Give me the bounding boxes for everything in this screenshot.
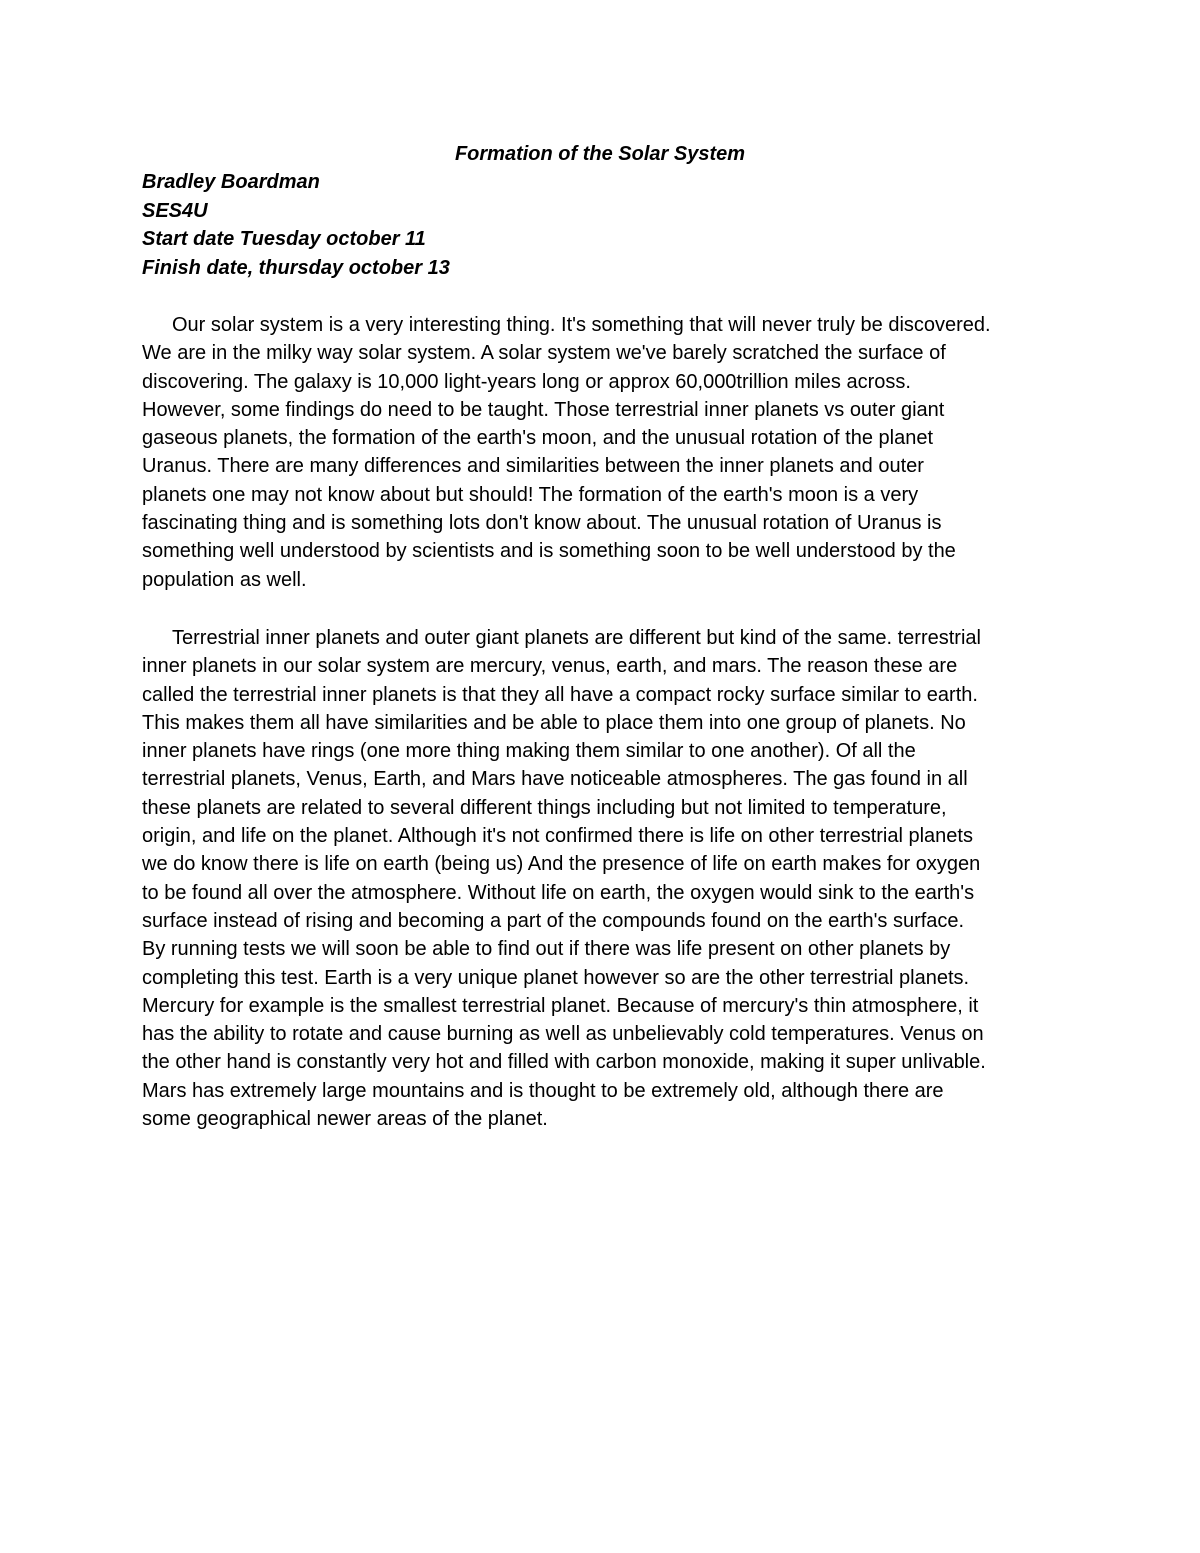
page-title: Formation of the Solar System xyxy=(454,143,746,165)
paragraph-line: inner planets in our solar system are mercury, venus, earth, and mars. The reason these are xyxy=(142,655,958,678)
paragraph-line: fascinating thing and is something lots don't know about. The unusual rotation of Uranus is xyxy=(142,512,942,535)
paragraph-line: we do know there is life on earth (being us) And the presence of life on earth makes for oxygen xyxy=(142,853,981,876)
course-code: SES4U xyxy=(142,199,208,222)
paragraph-line: gaseous planets, the formation of the earth's moon, and the unusual rotation of the planet xyxy=(142,427,934,450)
paragraph-line: has the ability to rotate and cause burning as well as unbelievably cold temperatures. Venus on xyxy=(142,1023,984,1046)
paragraph-line: surface instead of rising and becoming a part of the compounds found on the earth's surface. xyxy=(142,909,965,932)
paragraph-line: planets one may not know about but should! The formation of the earth's moon is a very xyxy=(142,483,919,506)
paragraph-line: We are in the milky way solar system. A solar system we've barely scratched the surface of xyxy=(142,342,946,365)
paragraph-line: This makes them all have similarities and be able to place them into one group of planets. No xyxy=(142,711,966,734)
paragraph-intro xyxy=(142,311,1062,594)
paragraph-line: population as well. xyxy=(142,568,307,591)
paragraph-line: terrestrial planets, Venus, Earth, and Mars have noticeable atmospheres. The gas found in all xyxy=(142,768,968,791)
paragraph-line: these planets are related to several different things including but not limited to temperature, xyxy=(142,796,947,819)
start-date: Start date Tuesday october 11 xyxy=(142,228,426,250)
paragraph-line: Our solar system is a very interesting thing. It's something that will never truly be discovered. xyxy=(172,314,991,336)
paragraph-terrestrial xyxy=(142,624,1062,1133)
paragraph-line: called the terrestrial inner planets is that they all have a compact rocky surface similar to earth. xyxy=(142,683,978,706)
paragraph-line: completing this test. Earth is a very unique planet however so are the other terrestrial planets. xyxy=(142,966,970,989)
paragraph-line: inner planets have rings (one more thing making them similar to one another). Of all the xyxy=(142,740,916,763)
paragraph-line: Terrestrial inner planets and outer giant planets are different but kind of the same. terrestrial xyxy=(172,627,981,649)
paragraph-line: origin, and life on the planet. Although it's not confirmed there is life on other terrestrial planets xyxy=(142,825,973,848)
paragraph-line: something well understood by scientists and is something soon to be well understood by the xyxy=(142,540,956,563)
paragraph-line: discovering. The galaxy is 10,000 light-years long or approx 60,000trillion miles across. xyxy=(142,370,911,393)
paragraph-line: Mercury for example is the smallest terrestrial planet. Because of mercury's thin atmosphere, it xyxy=(142,994,979,1017)
paragraph-line: By running tests we will soon be able to find out if there was life present on other planets by xyxy=(142,938,951,961)
paragraph-line: to be found all over the atmosphere. Without life on earth, the oxygen would sink to the earth's xyxy=(142,881,975,904)
finish-date: Finish date, thursday october 13 xyxy=(142,256,450,279)
paragraph-line: Mars has extremely large mountains and is thought to be extremely old, although there are xyxy=(142,1079,944,1102)
header-block xyxy=(142,168,450,282)
author-name: Bradley Boardman xyxy=(142,171,320,193)
paragraph-line: However, some findings do need to be taught. Those terrestrial inner planets vs outer giant xyxy=(142,398,945,421)
paragraph-line: some geographical newer areas of the planet. xyxy=(142,1108,548,1131)
paragraph-line: Uranus. There are many differences and similarities between the inner planets and outer xyxy=(142,455,924,478)
paragraph-line: the other hand is constantly very hot and filled with carbon monoxide, making it super unlivable. xyxy=(142,1051,986,1074)
